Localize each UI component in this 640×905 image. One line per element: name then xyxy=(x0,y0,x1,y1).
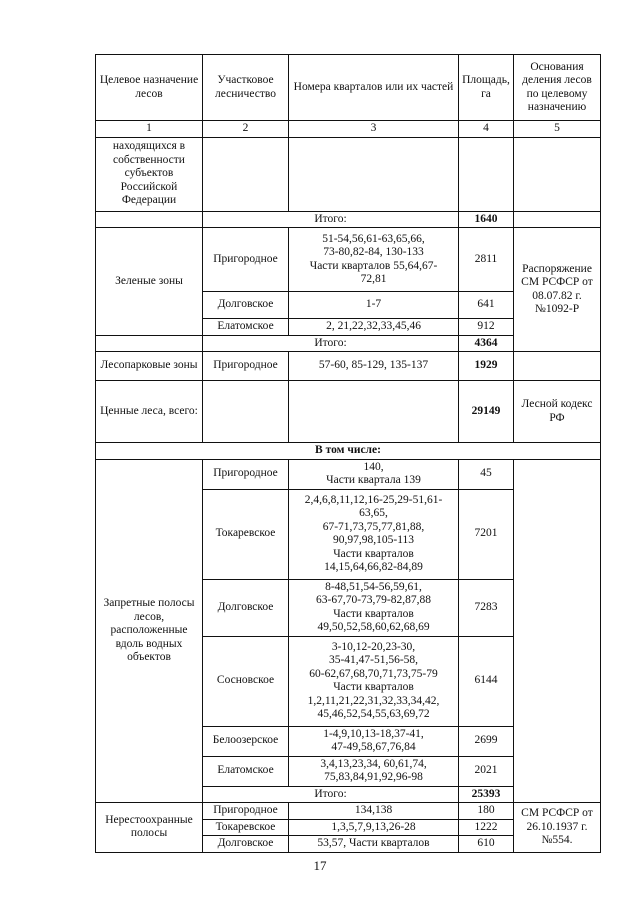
forestry-cell: Пригородное xyxy=(203,352,289,381)
header-row xyxy=(96,55,601,121)
purpose-cell: Лесопарковые зоны xyxy=(96,352,203,381)
area-cell: 2699 xyxy=(459,726,514,756)
forestry-cell: Долговское xyxy=(203,836,289,853)
blocks-cell: 53,57, Части кварталов xyxy=(289,836,459,853)
basis-cell: Распоряжение СМ РСФСР от 08.07.82 г. №1092-Р xyxy=(514,228,601,352)
blocks-cell: 57-60, 85-129, 135-137 xyxy=(289,352,459,381)
empty-cell xyxy=(289,137,459,211)
purpose-cell: Нерестоохранные полосы xyxy=(96,803,203,853)
purpose-cell: Запретные полосы лесов, расположенные вдоль водных объектов xyxy=(96,459,203,803)
forestry-cell: Долговское xyxy=(203,579,289,636)
forestry-cell: Долговское xyxy=(203,292,289,319)
blocks-cell: 51-54,56,61-63,65,66, 73-80,82-84, 130-133 Части кварталов 55,64,67- 72,81 xyxy=(289,228,459,292)
empty-cell xyxy=(203,381,289,443)
blocks-cell: 1,3,5,7,9,13,26-28 xyxy=(289,819,459,836)
empty-cell xyxy=(514,352,601,381)
blocks-cell: 1-4,9,10,13-18,37-41, 47-49,58,67,76,84 xyxy=(289,726,459,756)
area-cell: 641 xyxy=(459,292,514,319)
blocks-cell: 1-7 xyxy=(289,292,459,319)
table-row xyxy=(96,803,601,820)
forest-purpose-table xyxy=(95,54,601,853)
subheading-row xyxy=(96,443,601,460)
table-row xyxy=(96,137,601,211)
blocks-cell: 3,4,13,23,34, 60,61,74, 75,83,84,91,92,96-98 xyxy=(289,756,459,786)
area-cell: 1929 xyxy=(459,352,514,381)
table-row xyxy=(96,381,601,443)
blocks-cell: 3-10,12-20,23-30, 35-41,47-51,56-58, 60-62,67,68,70,71,73,75-79 Части кварталов 1,2,11,21,22,31,32,33,34,42, 45,46,52,54,55,63,69,72 xyxy=(289,636,459,726)
area-cell: 610 xyxy=(459,836,514,853)
purpose-cell: находящихся в собственности субъектов Российской Федерации xyxy=(96,137,203,211)
basis-cell: СМ РСФСР от 26.10.1937 г. №554. xyxy=(514,803,601,853)
forestry-cell: Пригородное xyxy=(203,228,289,292)
colnum: 2 xyxy=(203,121,289,138)
blocks-cell: 2,4,6,8,11,12,16-25,29-51,61- 63,65, 67-71,73,75,77,81,88, 90,97,98,105-113 Части кварталов 14,15,64,66,82-84,89 xyxy=(289,489,459,579)
area-cell: 7201 xyxy=(459,489,514,579)
area-cell: 2811 xyxy=(459,228,514,292)
colnum: 5 xyxy=(514,121,601,138)
colnum: 4 xyxy=(459,121,514,138)
empty-cell xyxy=(514,137,601,211)
colnum: 3 xyxy=(289,121,459,138)
forestry-cell: Токаревское xyxy=(203,489,289,579)
subheading: В том числе: xyxy=(96,443,601,460)
total-row xyxy=(96,211,601,228)
area-cell: 180 xyxy=(459,803,514,820)
purpose-cell: Зеленые зоны xyxy=(96,228,203,336)
blocks-cell: 140, Части квартала 139 xyxy=(289,459,459,489)
header-purpose: Целевое назначение лесов xyxy=(96,55,203,121)
basis-cell: Лесной кодекс РФ xyxy=(514,381,601,443)
table-row xyxy=(96,459,601,489)
area-cell: 45 xyxy=(459,459,514,489)
column-number-row xyxy=(96,121,601,138)
total-label: Итого: xyxy=(203,786,459,803)
total-label: Итого: xyxy=(203,211,459,228)
total-value: 25393 xyxy=(459,786,514,803)
empty-cell xyxy=(514,459,601,803)
header-blocks: Номера кварталов или их частей xyxy=(289,55,459,121)
area-cell: 2021 xyxy=(459,756,514,786)
forestry-cell: Пригородное xyxy=(203,803,289,820)
empty-cell xyxy=(203,137,289,211)
purpose-cell: Ценные леса, всего: xyxy=(96,381,203,443)
header-basis: Основания деления лесов по целевому назначению xyxy=(514,55,601,121)
total-label: Итого: xyxy=(203,335,459,352)
area-cell: 6144 xyxy=(459,636,514,726)
forestry-cell: Сосновское xyxy=(203,636,289,726)
forestry-cell: Елатомское xyxy=(203,319,289,336)
empty-cell xyxy=(459,137,514,211)
empty-cell xyxy=(96,211,203,228)
forestry-cell: Пригородное xyxy=(203,459,289,489)
blocks-cell: 2, 21,22,32,33,45,46 xyxy=(289,319,459,336)
forestry-cell: Белоозерское xyxy=(203,726,289,756)
header-area: Площадь, га xyxy=(459,55,514,121)
forestry-cell: Елатомское xyxy=(203,756,289,786)
header-forestry: Участковое лесничество xyxy=(203,55,289,121)
empty-cell xyxy=(514,211,601,228)
table-row xyxy=(96,228,601,292)
colnum: 1 xyxy=(96,121,203,138)
total-value: 1640 xyxy=(459,211,514,228)
page-number: 17 xyxy=(313,858,327,873)
total-value: 4364 xyxy=(459,335,514,352)
area-cell: 912 xyxy=(459,319,514,336)
forestry-cell: Токаревское xyxy=(203,819,289,836)
area-cell: 7283 xyxy=(459,579,514,636)
area-cell: 29149 xyxy=(459,381,514,443)
blocks-cell: 134,138 xyxy=(289,803,459,820)
empty-cell xyxy=(96,335,203,352)
area-cell: 1222 xyxy=(459,819,514,836)
table-row xyxy=(96,352,601,381)
blocks-cell: 8-48,51,54-56,59,61, 63-67,70-73,79-82,87,88 Части кварталов 49,50,52,58,60,62,68,69 xyxy=(289,579,459,636)
empty-cell xyxy=(289,381,459,443)
